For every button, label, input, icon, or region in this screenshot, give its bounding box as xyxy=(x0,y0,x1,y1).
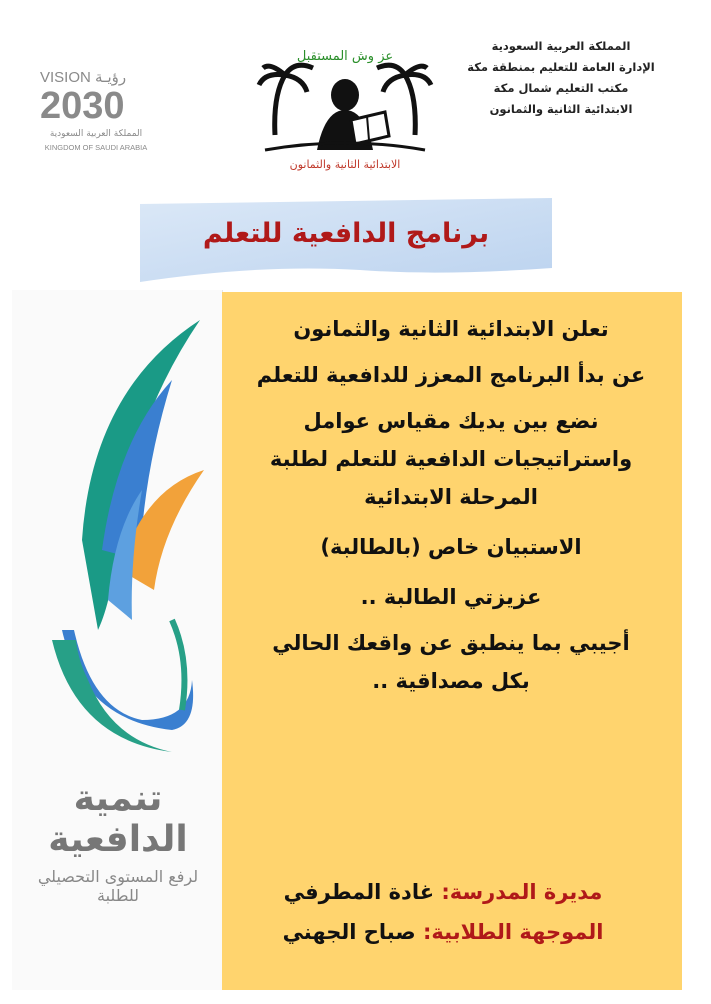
announcement-line: بكل مصداقية .. xyxy=(372,669,530,693)
counselor-label: الموجهة الطلابية: xyxy=(422,920,604,944)
motivation-motif xyxy=(22,300,212,760)
vision-title: VISION رؤيـة xyxy=(40,69,127,86)
counselor-signature xyxy=(228,912,658,952)
principal-label: مديرة المدرسة: xyxy=(441,880,603,904)
school-logo-top-text: عز وش المستقبل xyxy=(296,49,394,64)
school-logo-caption: الابتدائية الثانية والثمانون xyxy=(289,158,401,171)
header-line: مكتب التعليم شمال مكة xyxy=(493,81,629,95)
vision-arabic: المملكة العربية السعودية xyxy=(49,129,143,139)
vision-english: KINGDOM OF SAUDI ARABIA xyxy=(44,143,148,152)
signatures xyxy=(228,872,658,952)
counselor-name: صباح الجهني xyxy=(282,920,416,944)
school-logo xyxy=(255,40,435,175)
announcement-line: المرحلة الابتدائية xyxy=(364,485,538,509)
header-line: المملكة العربية السعودية xyxy=(491,39,631,53)
announcement-line: نضع بين يديك مقياس عوامل xyxy=(303,409,599,433)
announcement-text xyxy=(228,315,674,695)
header-block xyxy=(451,36,671,120)
header-line: الابتدائية الثانية والثمانون xyxy=(489,102,633,116)
vision-year: 2030 xyxy=(40,85,125,127)
motif-title: تنمية الدافعية xyxy=(48,778,188,860)
vision-2030-logo xyxy=(40,66,152,158)
announcement-line: أجيبي بما ينطبق عن واقعك الحالي xyxy=(272,631,630,655)
announcement-line: الاستبيان خاص (بالطالبة) xyxy=(320,535,582,559)
announcement-line: تعلن الابتدائية الثانية والثمانون xyxy=(293,317,609,341)
principal-signature xyxy=(228,872,658,912)
announcement-line: واستراتيجيات الدافعية للتعلم لطلبة xyxy=(269,447,633,471)
announcement-line: عزيزتي الطالبة .. xyxy=(360,585,542,609)
announcement-line: عن بدأ البرنامج المعزز للدافعية للتعلم xyxy=(256,363,646,387)
page-title: برنامج الدافعية للتعلم xyxy=(202,218,490,249)
header-line: الإدارة العامة للتعليم بمنطقة مكة xyxy=(467,60,655,74)
motif-subtitle: لرفع المستوى التحصيلي للطلبة xyxy=(37,867,199,905)
principal-name: غادة المطرفي xyxy=(283,880,435,904)
